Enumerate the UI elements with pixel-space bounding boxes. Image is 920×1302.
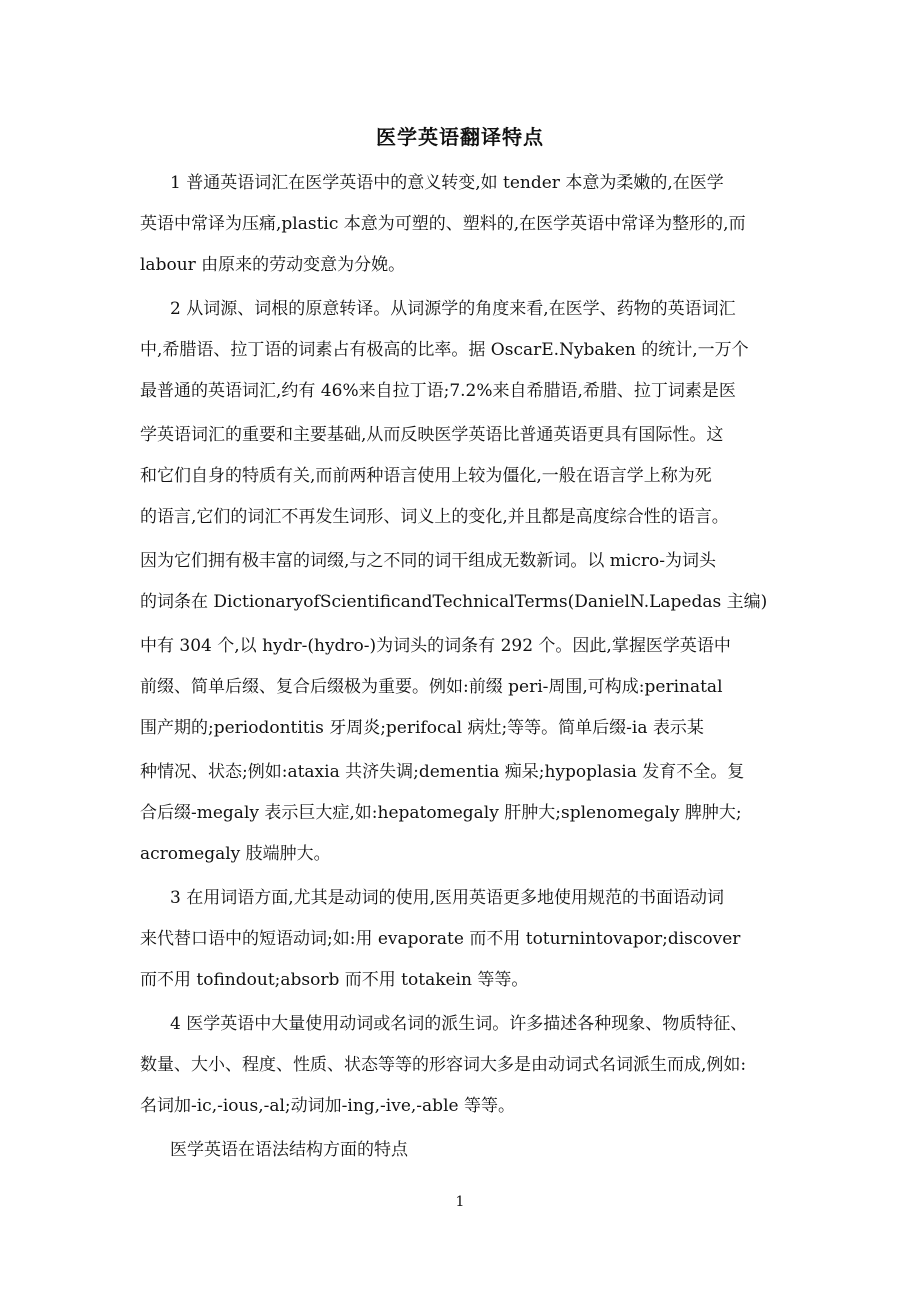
text-line: 数量、大小、程度、性质、状态等等的形容词大多是由动词式名词派生而成,例如: xyxy=(140,1055,747,1075)
text-line: 因为它们拥有极丰富的词缀,与之不同的词干组成无数新词。以 micro-为词头 xyxy=(140,551,716,571)
text-line: 中,希腊语、拉丁语的词素占有极高的比率。据 OscarE.Nybaken 的统计,一万个 xyxy=(140,340,749,360)
text-line: 来代替口语中的短语动词;如:用 evaporate 而不用 toturnintovapor;discover xyxy=(140,929,741,949)
text-line: 围产期的;periodontitis 牙周炎;perifocal 病灶;等等。简单后缀-ia 表示某 xyxy=(140,718,704,738)
text-line: 学英语词汇的重要和主要基础,从而反映医学英语比普通英语更具有国际性。这 xyxy=(140,425,724,445)
text-line: 最普通的英语词汇,约有 46%来自拉丁语;7.2%来自希腊语,希腊、拉丁词素是医 xyxy=(140,381,736,401)
text-line: 和它们自身的特质有关,而前两种语言使用上较为僵化,一般在语言学上称为死 xyxy=(140,466,712,486)
text-line: acromegaly 肢端肿大。 xyxy=(140,844,331,864)
document-title: 医学英语翻译特点 xyxy=(376,125,544,149)
text-line: 而不用 tofindout;absorb 而不用 totakein 等等。 xyxy=(140,970,529,990)
section-heading: 医学英语在语法结构方面的特点 xyxy=(170,1140,408,1160)
text-line: 的词条在 DictionaryofScientificandTechnicalTerms(DanielN.Lapedas 主编) xyxy=(140,592,768,612)
text-line: 的语言,它们的词汇不再发生词形、词义上的变化,并且都是高度综合性的语言。 xyxy=(140,507,729,527)
text-line: 3 在用词语方面,尤其是动词的使用,医用英语更多地使用规范的书面语动词 xyxy=(170,888,725,908)
text-line: 英语中常译为压痛,plastic 本意为可塑的、塑料的,在医学英语中常译为整形的,而 xyxy=(140,214,746,234)
text-line: 合后缀-megaly 表示巨大症,如:hepatomegaly 肝肿大;splenomegaly 脾肿大; xyxy=(140,803,742,823)
text-line: 种情况、状态;例如:ataxia 共济失调;dementia 痴呆;hypoplasia 发育不全。复 xyxy=(140,762,745,782)
text-line: 2 从词源、词根的原意转译。从词源学的角度来看,在医学、药物的英语词汇 xyxy=(170,299,736,319)
text-line: 4 医学英语中大量使用动词或名词的派生词。许多描述各种现象、物质特征、 xyxy=(170,1014,748,1034)
text-line: labour 由原来的劳动变意为分娩。 xyxy=(140,255,406,275)
page-number: 1 xyxy=(455,1194,465,1210)
text-line: 中有 304 个,以 hydr-(hydro-)为词头的词条有 292 个。因此,掌握医学英语中 xyxy=(140,636,731,656)
text-line: 前缀、简单后缀、复合后缀极为重要。例如:前缀 peri-周围,可构成:perinatal xyxy=(140,677,723,697)
text-line: 1 普通英语词汇在医学英语中的意义转变,如 tender 本意为柔嫩的,在医学 xyxy=(170,173,724,193)
text-line: 名词加-ic,-ious,-al;动词加-ing,-ive,-able 等等。 xyxy=(140,1096,515,1116)
